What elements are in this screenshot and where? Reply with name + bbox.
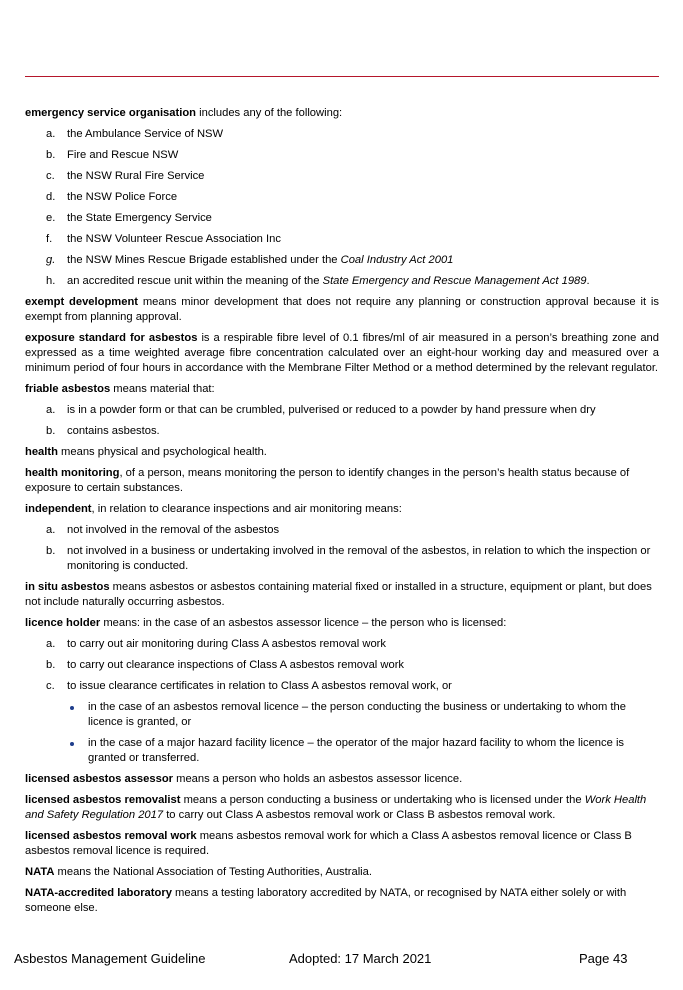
definition-paragraph bbox=[25, 295, 659, 325]
list-marker: d. bbox=[46, 191, 56, 203]
bullet-dot-icon bbox=[70, 742, 74, 746]
list-item-text: Fire and Rescue NSW bbox=[67, 149, 179, 161]
list-marker: c. bbox=[46, 680, 55, 692]
definition-paragraph bbox=[25, 580, 659, 610]
list-marker: a. bbox=[46, 638, 56, 650]
definition-paragraph bbox=[25, 829, 659, 859]
list-marker: a. bbox=[46, 128, 56, 140]
list-item-text: an accredited rescue unit within the meaning of the bbox=[67, 275, 323, 287]
list-item bbox=[25, 637, 659, 652]
bullet-dot-icon bbox=[70, 706, 74, 710]
definition-paragraph bbox=[25, 886, 659, 916]
list-item-text: to carry out clearance inspections of Class A asbestos removal work bbox=[67, 659, 405, 671]
definition-term: friable asbestos bbox=[25, 383, 111, 395]
definition-paragraph bbox=[25, 502, 659, 517]
definition-paragraph bbox=[25, 865, 659, 880]
definitions-body bbox=[25, 106, 659, 922]
header-rule bbox=[25, 76, 659, 77]
list-marker: b. bbox=[46, 425, 56, 437]
definition-text: means a person conducting a business or undertaking who is licensed under the bbox=[180, 794, 585, 806]
list-item bbox=[25, 274, 659, 289]
list-item-text: the State Emergency Service bbox=[67, 212, 212, 224]
definition-term: emergency service organisation bbox=[25, 107, 196, 119]
list-item bbox=[25, 424, 659, 439]
definition-text: means a person who holds an asbestos assessor licence. bbox=[173, 773, 463, 785]
list-marker: e. bbox=[46, 212, 56, 224]
definition-text: means asbestos removal work for which a Class A asbestos removal licence or Class B asbestos removal licence is required. bbox=[25, 830, 632, 857]
bullet-text: in the case of an asbestos removal licence – the person conducting the business or undertaking to whom the licence is granted, or bbox=[88, 701, 626, 728]
definition-list bbox=[25, 403, 659, 439]
list-marker: b. bbox=[46, 545, 56, 557]
bullet-item bbox=[67, 736, 659, 766]
definition-text: means a testing laboratory accredited by NATA, or recognised by NATA either solely or with someone else. bbox=[25, 887, 627, 914]
definition-term: NATA bbox=[25, 866, 55, 878]
definition-term: licensed asbestos assessor bbox=[25, 773, 174, 785]
definition-text: is a respirable fibre level of 0.1 fibres/ml of air measured in a person’s breathing zone and expressed as a time weighted average fibre concentration calculated over an eight-hour working day and measured over a minimum period of four hours in accordance with the Membrane Filter Method or a method determined by the relevant regulator. bbox=[25, 332, 660, 374]
list-marker: g. bbox=[46, 254, 56, 266]
definition-paragraph bbox=[25, 382, 659, 397]
list-item bbox=[25, 148, 659, 163]
definition-term: NATA-accredited laboratory bbox=[25, 887, 172, 899]
list-item-text: is in a powder form or that can be crumbled, pulverised or reduced to a powder by hand pressure when dry bbox=[67, 404, 596, 416]
list-item-text: to carry out air monitoring during Class A asbestos removal work bbox=[67, 638, 386, 650]
footer-document-title: Asbestos Management Guideline bbox=[14, 951, 206, 966]
list-marker: f. bbox=[46, 233, 53, 245]
list-item-text: not involved in a business or undertaking involved in the removal of the asbestos, in relation to which the inspection or monitoring is conducted. bbox=[67, 545, 651, 572]
list-item bbox=[25, 211, 659, 226]
definition-list bbox=[25, 637, 659, 766]
definition-term: exposure standard for asbestos bbox=[25, 332, 198, 344]
definition-text: means asbestos or asbestos containing material fixed or installed in a structure, equipment or plant, but does not include naturally occurring asbestos. bbox=[25, 581, 652, 608]
list-item-text: the Ambulance Service of NSW bbox=[67, 128, 224, 140]
list-item bbox=[25, 253, 659, 268]
list-marker: b. bbox=[46, 659, 56, 671]
list-marker: c. bbox=[46, 170, 55, 182]
definition-term: health bbox=[25, 446, 58, 458]
act-title: State Emergency and Rescue Management Act 1989 bbox=[322, 275, 587, 287]
act-title: Coal Industry Act 2001 bbox=[340, 254, 454, 266]
footer-adopted-date: Adopted: 17 March 2021 bbox=[289, 951, 432, 966]
bullet-text: in the case of a major hazard facility licence – the operator of the major hazard facility to whom the licence is granted or transferred. bbox=[88, 737, 625, 764]
list-item bbox=[25, 544, 659, 574]
definition-text: means material that: bbox=[110, 383, 215, 395]
list-item bbox=[25, 169, 659, 184]
definition-term: exempt development bbox=[25, 296, 139, 308]
list-item bbox=[25, 679, 659, 766]
list-item-text: to issue clearance certificates in relation to Class A asbestos removal work, or bbox=[67, 680, 452, 692]
definition-paragraph bbox=[25, 772, 659, 787]
regulation-title: Work Health and Safety Regulation 2017 bbox=[25, 794, 647, 821]
list-item-text: not involved in the removal of the asbestos bbox=[67, 524, 280, 536]
list-item bbox=[25, 190, 659, 205]
definition-term: licensed asbestos removalist bbox=[25, 794, 181, 806]
list-item-text: the NSW Rural Fire Service bbox=[67, 170, 205, 182]
definition-term: licence holder bbox=[25, 617, 101, 629]
definition-list bbox=[25, 127, 659, 289]
definition-text: includes any of the following: bbox=[196, 107, 343, 119]
definition-text: , of a person, means monitoring the person to identify changes in the person’s health status because of exposure to certain substances. bbox=[25, 467, 630, 494]
list-item bbox=[25, 403, 659, 418]
list-item-text: the NSW Police Force bbox=[67, 191, 178, 203]
list-item bbox=[25, 523, 659, 538]
list-item-text: the NSW Mines Rescue Brigade established under the bbox=[67, 254, 341, 266]
definition-term: independent bbox=[25, 503, 92, 515]
list-item-text: contains asbestos. bbox=[67, 425, 160, 437]
definition-paragraph bbox=[25, 466, 659, 496]
definition-text: , in relation to clearance inspections and air monitoring means: bbox=[91, 503, 402, 515]
list-item bbox=[25, 658, 659, 673]
bullet-item bbox=[67, 700, 659, 730]
list-marker: b. bbox=[46, 149, 56, 161]
list-item bbox=[25, 232, 659, 247]
definition-text: means: in the case of an asbestos assessor licence – the person who is licensed: bbox=[100, 617, 507, 629]
definition-paragraph bbox=[25, 331, 659, 376]
list-item bbox=[25, 127, 659, 142]
definition-paragraph bbox=[25, 616, 659, 631]
definition-paragraph bbox=[25, 445, 659, 460]
definition-list bbox=[25, 523, 659, 574]
bullet-list bbox=[67, 700, 659, 766]
list-marker: h. bbox=[46, 275, 56, 287]
definition-term: health monitoring bbox=[25, 467, 120, 479]
definition-term: licensed asbestos removal work bbox=[25, 830, 197, 842]
footer-page-number: Page 43 bbox=[579, 951, 628, 966]
page-footer bbox=[0, 951, 683, 969]
list-item-text: the NSW Volunteer Rescue Association Inc bbox=[67, 233, 281, 245]
definition-text-end: to carry out Class A asbestos removal work or Class B asbestos removal work. bbox=[163, 809, 556, 821]
list-marker: a. bbox=[46, 524, 56, 536]
definition-text: means the National Association of Testing Authorities, Australia. bbox=[54, 866, 372, 878]
list-marker: a. bbox=[46, 404, 56, 416]
definition-text: means minor development that does not require any planning or construction approval because it is exempt from planning approval. bbox=[25, 296, 659, 323]
definition-text: means physical and psychological health. bbox=[57, 446, 267, 458]
definition-paragraph bbox=[25, 793, 659, 823]
definition-term: in situ asbestos bbox=[25, 581, 110, 593]
definition-paragraph bbox=[25, 106, 659, 121]
list-item-text-end: . bbox=[586, 275, 590, 287]
